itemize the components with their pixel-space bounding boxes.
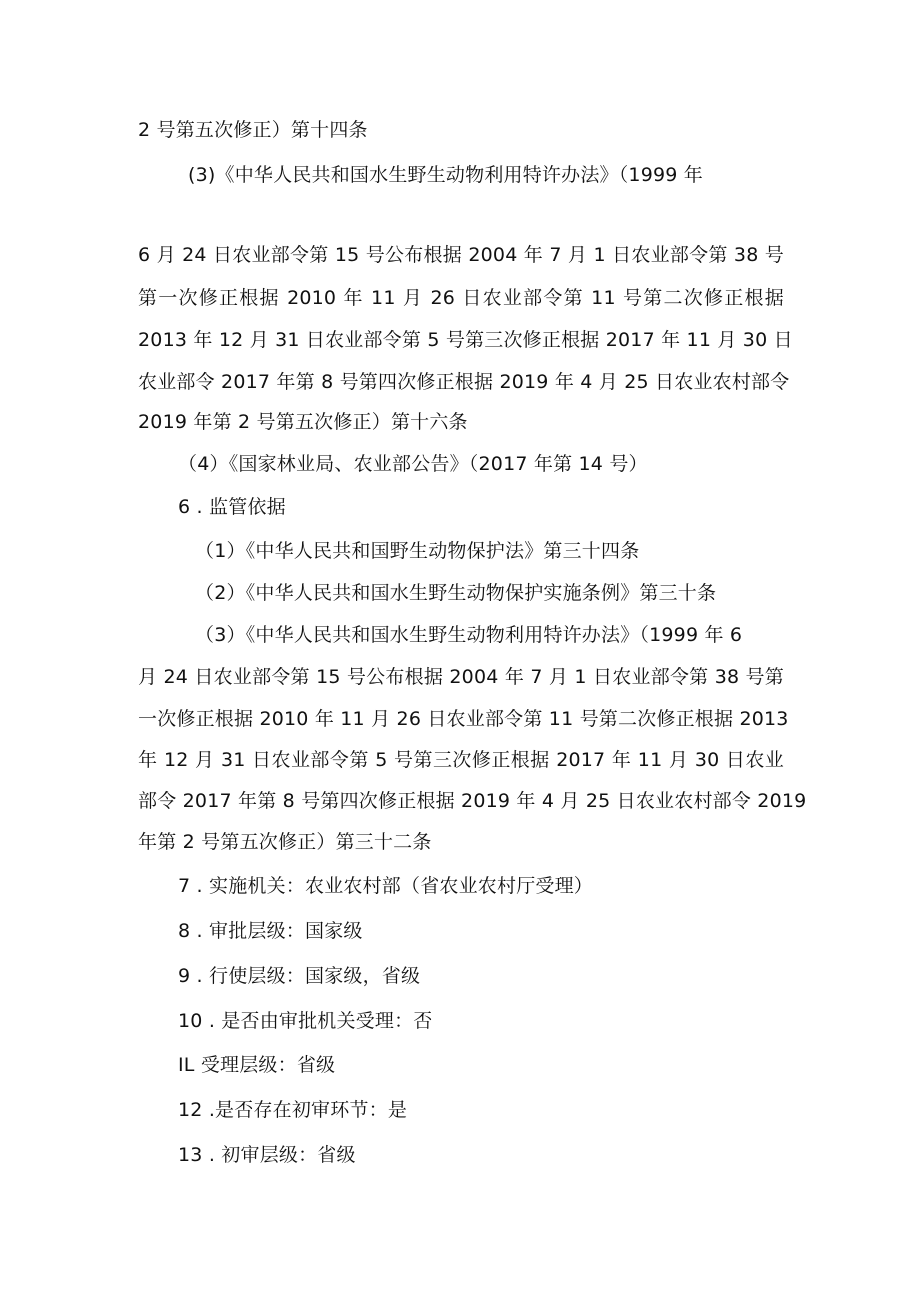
text-line: 农业部令 2017 年第 8 号第四次修正根据 2019 年 4 月 25 日农业农村部令	[138, 371, 790, 393]
text-line: （3）《中华人民共和国水生野生动物利用特许办法》（1999 年 6	[195, 624, 743, 646]
section-heading: 8 . 审批层级：国家级	[178, 920, 363, 942]
text-line: （2）《中华人民共和国水生野生动物保护实施条例》第三十条	[195, 582, 717, 604]
section-heading: 6 . 监管依据	[178, 496, 286, 518]
text-line: 一次修正根据 2010 年 11 月 26 日农业部令第 11 号第二次修正根据 2013	[138, 708, 789, 730]
section-heading: 12 .是否存在初审环节：是	[178, 1099, 408, 1121]
text-line: （1）《中华人民共和国野生动物保护法》第三十四条	[195, 540, 640, 562]
text-line: 6 月 24 日农业部令第 15 号公布根据 2004 年 7 月 1 日农业部令第 38 号	[138, 244, 784, 266]
section-heading: 9 . 行使层级：国家级，省级	[178, 965, 421, 987]
text-line: 2013 年 12 月 31 日农业部令第 5 号第三次修正根据 2017 年 11 月 30 日	[138, 329, 793, 351]
text-line: (3)《中华人民共和国水生野生动物利用特许办法》（1999 年	[188, 164, 704, 186]
text-line: （4）《国家林业局、农业部公告》（2017 年第 14 号）	[178, 453, 648, 475]
text-line: 年 12 月 31 日农业部令第 5 号第三次修正根据 2017 年 11 月 30 日农业	[138, 749, 784, 771]
text-line: 年第 2 号第五次修正）第三十二条	[138, 831, 432, 853]
section-heading: IL 受理层级：省级	[178, 1054, 336, 1076]
text-line: 2 号第五次修正）第十四条	[138, 119, 368, 141]
section-heading: 13 . 初审层级：省级	[178, 1144, 356, 1166]
text-line: 第一次修正根据 2010 年 11 月 26 日农业部令第 11 号第二次修正根据	[138, 287, 784, 309]
section-heading: 7 . 实施机关：农业农村部（省农业农村厅受理）	[178, 875, 594, 897]
section-heading: 10 . 是否由审批机关受理：否	[178, 1010, 433, 1032]
text-line: 2019 年第 2 号第五次修正）第十六条	[138, 411, 468, 433]
text-line: 月 24 日农业部令第 15 号公布根据 2004 年 7 月 1 日农业部令第 38 号第	[138, 666, 784, 688]
text-line: 部令 2017 年第 8 号第四次修正根据 2019 年 4 月 25 日农业农村部令 2019	[138, 790, 807, 812]
